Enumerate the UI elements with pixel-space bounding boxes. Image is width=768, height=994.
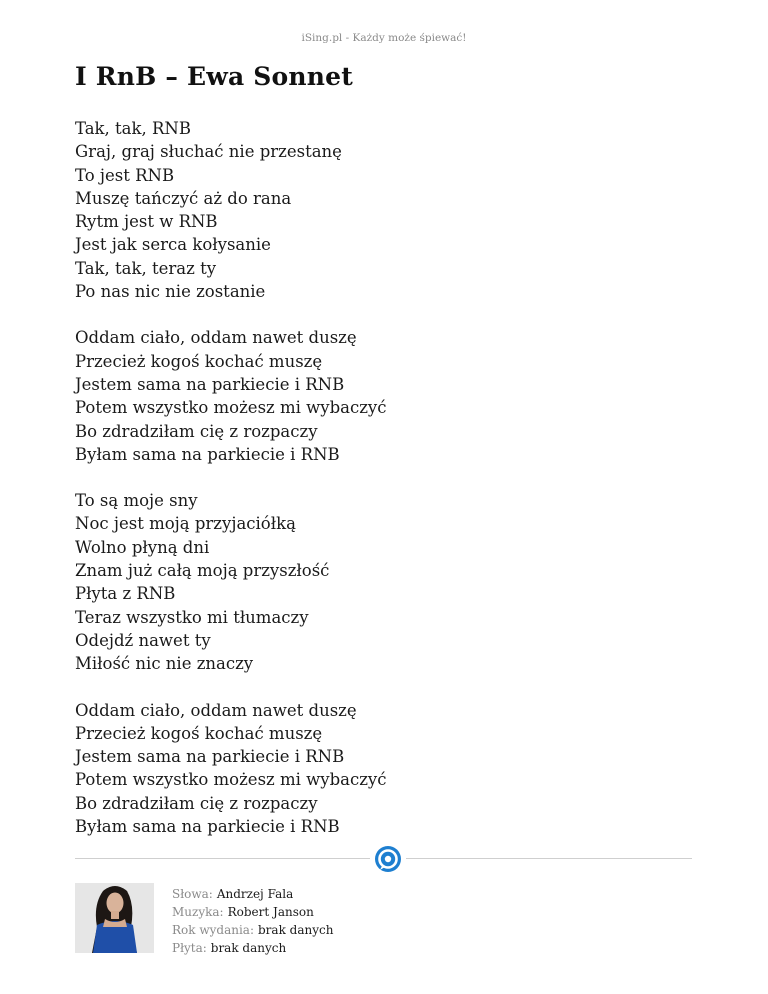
credit-value: brak danych	[258, 923, 334, 937]
credit-music	[172, 903, 333, 921]
lyric-line: Wolno płyną dni	[75, 537, 210, 557]
lyric-line: Jestem sama na parkiecie i RNB	[75, 747, 345, 767]
lyric-line: Znam już całą moją przyszłość	[75, 561, 330, 581]
lyric-line: Potem wszystko możesz mi wybaczyć	[75, 398, 387, 418]
credit-value: brak danych	[210, 941, 287, 955]
lyric-line: Jestem sama na parkiecie i RNB	[75, 374, 345, 394]
lyric-line: Potem wszystko możesz mi wybaczyć	[75, 770, 387, 790]
stanza-4	[75, 699, 387, 839]
lyric-line: Graj, graj słuchać nie przestanę	[75, 142, 342, 162]
lyric-line: Jest jak serca kołysanie	[75, 235, 271, 255]
ising-logo-icon	[370, 845, 406, 873]
lyric-line: Bo zdradziłam cię z rozpaczy	[75, 421, 318, 441]
credit-label: Muzyka:	[172, 905, 224, 919]
stanza-3	[75, 489, 387, 675]
lyric-line: Oddam ciało, oddam nawet duszę	[75, 328, 357, 348]
lyric-line: Tak, tak, teraz ty	[75, 258, 217, 278]
lyric-line: Muszę tańczyć aż do rana	[75, 188, 292, 208]
lyric-line: Po nas nic nie zostanie	[75, 282, 266, 302]
stanza-1	[75, 117, 387, 303]
lyric-line: Byłam sama na parkiecie i RNB	[75, 444, 340, 464]
lyric-line: Rytm jest w RNB	[75, 212, 218, 232]
lyric-line: Przecież kogoś kochać muszę	[75, 351, 323, 371]
lyric-line: Noc jest moją przyjaciółką	[75, 514, 296, 534]
lyrics-body	[75, 117, 387, 861]
credit-lyrics	[172, 885, 333, 903]
lyric-line: Oddam ciało, oddam nawet duszę	[75, 700, 357, 720]
credit-value: Andrzej Fala	[216, 887, 294, 901]
lyric-line: Przecież kogoś kochać muszę	[75, 723, 323, 743]
lyric-line: Teraz wszystko mi tłumaczy	[75, 607, 309, 627]
credit-label: Słowa:	[172, 887, 213, 901]
site-header: iSing.pl - Każdy może śpiewać!	[301, 32, 467, 44]
credit-label: Płyta:	[172, 941, 207, 955]
lyric-line: Tak, tak, RNB	[75, 119, 191, 138]
lyric-line: Bo zdradziłam cię z rozpaczy	[75, 793, 318, 813]
credit-label: Rok wydania:	[172, 923, 254, 937]
credit-album	[172, 939, 333, 957]
artist-photo	[75, 883, 154, 953]
lyric-line: To jest RNB	[75, 165, 175, 185]
song-credits	[172, 885, 333, 957]
lyric-line: Miłość nic nie znaczy	[75, 654, 254, 674]
lyric-line: Byłam sama na parkiecie i RNB	[75, 817, 340, 837]
credit-value: Robert Janson	[227, 905, 314, 919]
lyric-line: Odejdź nawet ty	[75, 630, 211, 650]
lyric-line: To są moje sny	[75, 491, 198, 511]
song-title: I RnB – Ewa Sonnet	[75, 62, 354, 91]
lyric-line: Płyta z RNB	[75, 584, 176, 604]
stanza-2	[75, 326, 387, 466]
credit-year	[172, 921, 333, 939]
